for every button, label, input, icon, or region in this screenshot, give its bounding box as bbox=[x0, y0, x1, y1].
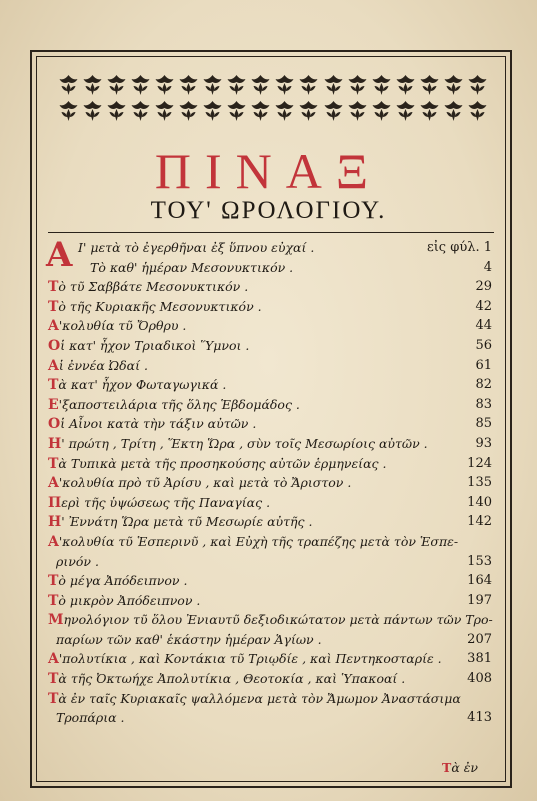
page-title: ΠΙΝΑΞ bbox=[154, 143, 383, 199]
entry-initial: Τ bbox=[48, 573, 59, 590]
fleuron-icon bbox=[298, 100, 319, 124]
entry-initial: Ο bbox=[48, 416, 61, 433]
entry-initial: Μ bbox=[48, 612, 64, 629]
toc-entry bbox=[48, 552, 494, 572]
entry-page: 413 bbox=[467, 710, 492, 726]
page-subtitle: ΤΟΥ' ΩΡΟΛΟΓΙΟΥ. bbox=[150, 197, 387, 224]
fleuron-icon bbox=[467, 100, 488, 124]
entry-text: Ι' μετὰ τὸ ἐγερθῆναι ἐξ ὕπνου εὐχαί . bbox=[78, 240, 315, 255]
fleuron-icon bbox=[82, 100, 103, 124]
fleuron-icon bbox=[347, 100, 368, 124]
toc-entry bbox=[48, 473, 494, 493]
fleuron-icon bbox=[226, 100, 247, 124]
toc-entry bbox=[48, 414, 494, 434]
fleuron-icon bbox=[178, 74, 199, 100]
entry-page: 135 bbox=[467, 475, 492, 491]
entry-page: 56 bbox=[475, 337, 492, 353]
toc-entry bbox=[48, 297, 494, 317]
fleuron-icon bbox=[154, 100, 175, 124]
entry-text: ' Ἐννάτη Ὥρα μετὰ τῦ Μεσωρίε αὐτῆς . bbox=[61, 514, 313, 530]
catchword bbox=[442, 760, 478, 775]
entry-text: ' πρώτη , Τρίτη , Ἕκτη Ὥρα , σὺν τοῖς Μεσωρίοις αὐτῶν . bbox=[61, 435, 428, 451]
fleuron-icon bbox=[106, 74, 127, 100]
fleuron-icon bbox=[443, 100, 464, 124]
toc-entry bbox=[48, 493, 494, 513]
toc-entry bbox=[48, 395, 494, 415]
entry-initial: Τ bbox=[48, 377, 59, 394]
entry-text: Τροπάρια . bbox=[56, 710, 125, 726]
fleuron-icon bbox=[130, 74, 151, 100]
fleuron-icon bbox=[298, 74, 319, 100]
entry-page: 83 bbox=[475, 396, 492, 412]
entry-page: εἰς φύλ. 1 bbox=[426, 240, 492, 255]
toc-entry bbox=[48, 708, 494, 728]
fleuron-icon bbox=[82, 74, 103, 100]
fleuron-icon bbox=[347, 74, 368, 100]
entry-page: 85 bbox=[475, 416, 492, 432]
entry-text: ὰ κατ' ἦχον Φωταγωγικά . bbox=[58, 377, 227, 393]
entry-page: 197 bbox=[467, 592, 492, 608]
entry-initial: Τ bbox=[48, 671, 59, 688]
toc-entry bbox=[48, 434, 494, 454]
entry-text: 'πολυτίκια , καὶ Κοντάκια τῦ Τριῳδίε , καὶ Πεντηκοσταρίε . bbox=[58, 651, 442, 667]
fleuron-icon bbox=[371, 100, 392, 124]
entry-page: 408 bbox=[467, 671, 492, 687]
fleuron-icon bbox=[250, 74, 271, 100]
fleuron-icon bbox=[395, 100, 416, 124]
entry-initial: Τ bbox=[48, 279, 59, 296]
entry-text: 'κολυθία τῦ Ὄρθρυ . bbox=[58, 318, 187, 334]
entry-text: 'κολυθία πρὸ τῦ Ἀρίσυ , καὶ μετὰ τὸ Ἄριστον . bbox=[58, 475, 352, 491]
toc-entry bbox=[48, 258, 494, 278]
fleuron-icon bbox=[419, 100, 440, 124]
fleuron-icon bbox=[274, 74, 295, 100]
entry-text: ὰ Τυπικὰ μετὰ τῆς προσηκούσης αὐτῶν ἑρμηνείας . bbox=[58, 455, 387, 471]
entry-initial: Α bbox=[48, 357, 59, 374]
entry-text: Τὸ καθ' ἡμέραν Μεσονυκτικόν . bbox=[90, 259, 294, 275]
toc-entry bbox=[48, 689, 494, 709]
entry-text: ὸ μικρὸν Ἀπόδειπνον . bbox=[58, 592, 201, 608]
entry-text: ὰ τῆς Ὀκτωήχε Ἀπολυτίκια , Θεοτοκία , καὶ Ὑπακοαί . bbox=[58, 671, 406, 687]
headpiece-ornament bbox=[58, 74, 488, 124]
entry-page: 42 bbox=[475, 298, 492, 314]
toc-entry bbox=[48, 316, 494, 336]
toc-entry bbox=[48, 610, 494, 630]
table-of-contents bbox=[46, 235, 494, 728]
fleuron-icon bbox=[395, 74, 416, 100]
fleuron-icon bbox=[323, 74, 344, 100]
entry-initial: Ε bbox=[48, 396, 59, 413]
entry-page: 29 bbox=[475, 279, 492, 295]
entry-page: 164 bbox=[467, 573, 492, 589]
toc-entry bbox=[48, 375, 494, 395]
ornament-row bbox=[58, 100, 488, 124]
entry-text: ηνολόγιον τῦ ὅλου Ἐνιαυτῦ δεξιοδικώτατον μετὰ πάντων τῶν Τρο- bbox=[63, 612, 493, 628]
fleuron-icon bbox=[154, 74, 175, 100]
entry-page: 381 bbox=[467, 651, 492, 667]
toc-entry bbox=[48, 512, 494, 532]
fleuron-icon bbox=[58, 74, 79, 100]
entry-text: ὰ ἐν ταῖς Κυριακαῖς ψαλλόμενα μετὰ τὸν Ἄμωμον Ἀναστάσιμα bbox=[58, 690, 461, 706]
entry-initial: Α bbox=[48, 318, 59, 335]
entry-text: ὸ τῆς Κυριακῆς Μεσονυκτικόν . bbox=[58, 298, 262, 314]
fleuron-icon bbox=[178, 100, 199, 124]
toc-entry bbox=[48, 356, 494, 376]
catchword-text: ὰ ἐν bbox=[451, 760, 479, 775]
entry-initial: Τ bbox=[48, 592, 59, 609]
entry-initial: Τ bbox=[48, 690, 59, 707]
entry-page: 82 bbox=[475, 377, 492, 393]
entry-initial: Α bbox=[48, 475, 59, 492]
toc-entry bbox=[48, 336, 494, 356]
entry-text: ὸ τῦ Σαββάτε Μεσονυκτικόν . bbox=[58, 279, 249, 295]
entry-initial: Α bbox=[48, 533, 59, 550]
catchword-initial: Τ bbox=[442, 760, 452, 775]
drop-capital: Α bbox=[46, 235, 73, 275]
toc-entry bbox=[48, 571, 494, 591]
entry-text: 'ξαποστειλάρια τῆς ὅλης Ἑβδομάδος . bbox=[58, 396, 300, 412]
toc-entry bbox=[48, 591, 494, 611]
ornament-row bbox=[58, 74, 488, 100]
entry-text: ρινόν . bbox=[56, 553, 99, 569]
entry-text: παρίων τῶν καθ' ἑκάστην ἡμέραν Ἁγίων . bbox=[56, 631, 322, 647]
fleuron-icon bbox=[323, 100, 344, 124]
entry-initial: Ο bbox=[48, 337, 61, 354]
entry-page: 93 bbox=[475, 435, 492, 451]
toc-entry bbox=[48, 532, 494, 552]
fleuron-icon bbox=[130, 100, 151, 124]
entry-text: ὸ μέγα Ἀπόδειπνον . bbox=[58, 573, 188, 589]
toc-entry bbox=[48, 454, 494, 474]
fleuron-icon bbox=[202, 100, 223, 124]
fleuron-icon bbox=[106, 100, 127, 124]
fleuron-icon bbox=[443, 74, 464, 100]
fleuron-icon bbox=[250, 100, 271, 124]
entry-initial: Τ bbox=[48, 298, 59, 315]
entry-page: 140 bbox=[467, 494, 492, 510]
toc-entry bbox=[48, 277, 494, 297]
entry-initial: Η bbox=[48, 514, 62, 531]
entry-initial: Α bbox=[48, 651, 59, 668]
entry-page: 4 bbox=[483, 259, 492, 275]
fleuron-icon bbox=[419, 74, 440, 100]
fleuron-icon bbox=[274, 100, 295, 124]
fleuron-icon bbox=[226, 74, 247, 100]
entry-text: ἱ ἐννέα Ὠδαί . bbox=[58, 357, 148, 373]
entry-page: 207 bbox=[467, 631, 492, 647]
entry-initial: Η bbox=[48, 435, 62, 452]
fleuron-icon bbox=[371, 74, 392, 100]
toc-entry bbox=[48, 649, 494, 669]
entry-page: 124 bbox=[467, 455, 492, 471]
entry-page: 44 bbox=[475, 318, 492, 334]
entry-page: 142 bbox=[467, 514, 492, 530]
entry-page: 61 bbox=[475, 357, 492, 373]
fleuron-icon bbox=[467, 74, 488, 100]
toc-entry bbox=[48, 669, 494, 689]
entry-initial: Π bbox=[48, 494, 62, 511]
entry-text: 'κολυθία τῦ Ἑσπερινῦ , καὶ Εὐχὴ τῆς τραπέζης μετὰ τὸν Ἑσπε- bbox=[58, 533, 459, 549]
fleuron-icon bbox=[58, 100, 79, 124]
entry-text: ἱ κατ' ἦχον Τριαδικοὶ Ὕμνοι . bbox=[60, 337, 250, 353]
entry-text: ερὶ τῆς ὑψώσεως τῆς Παναγίας . bbox=[61, 494, 271, 510]
entry-text: ἱ Αἶνοι κατὰ τὴν τάξιν αὐτῶν . bbox=[60, 416, 257, 432]
entry-initial: Τ bbox=[48, 455, 59, 472]
fleuron-icon bbox=[202, 74, 223, 100]
divider bbox=[48, 232, 494, 233]
entry-page: 153 bbox=[467, 553, 492, 569]
toc-entry bbox=[48, 630, 494, 650]
